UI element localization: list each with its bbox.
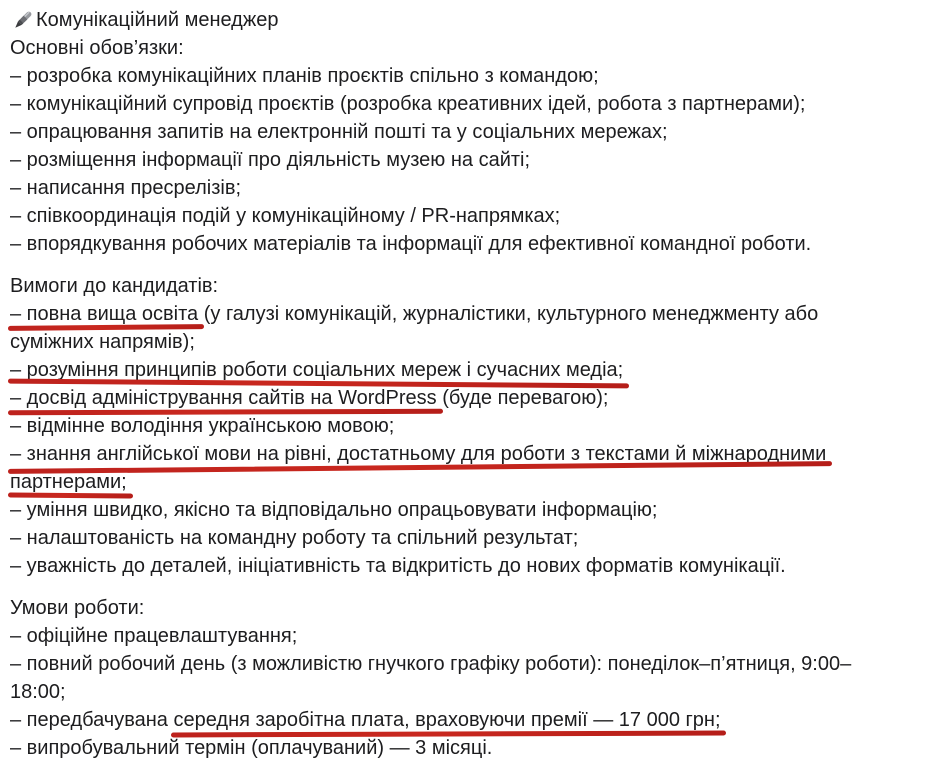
text-segment: – розробка комунікаційних планів проєктів спільно з командою;	[10, 65, 599, 87]
text-segment: – відмінне володіння українською мовою;	[10, 415, 395, 437]
text-line	[10, 118, 939, 146]
text-segment: – співкоординація подій у комунікаційному / PR-напрямках;	[10, 205, 561, 227]
page-title: Комунікаційний менеджер	[36, 8, 279, 31]
underlined-text: – повна вища освіта	[10, 303, 199, 325]
text-segment: (буде перевагою);	[436, 387, 609, 409]
text-line	[10, 300, 939, 328]
text-segment: 18:00;	[10, 681, 66, 703]
text-line	[10, 356, 939, 384]
underlined-text: партнерами;	[10, 471, 127, 493]
text-segment: – передбачувана	[10, 709, 174, 731]
section	[10, 594, 939, 762]
section-heading: Вимоги до кандидатів:	[10, 275, 219, 297]
text-segment: – впорядкування робочих матеріалів та інформації для ефективної командної роботи.	[10, 233, 812, 255]
text-line	[10, 706, 939, 734]
text-segment: – опрацювання запитів на електронній пошті та у соціальних мережах;	[10, 121, 668, 143]
text-line	[10, 650, 939, 678]
text-line	[10, 496, 939, 524]
text-segment: – офіційне працевлаштування;	[10, 625, 298, 647]
text-line	[10, 62, 939, 90]
text-segment: – випробувальний термін (оплачуваний) — 3 місяці.	[10, 737, 493, 759]
text-line	[10, 622, 939, 650]
text-segment: суміжних напрямів);	[10, 331, 195, 353]
text-segment: (у галузі комунікацій, журналістики, культурного менеджменту або	[198, 303, 819, 325]
text-line	[10, 524, 939, 552]
section-heading: Умови роботи:	[10, 597, 145, 619]
text-segment: – розміщення інформації про діяльність музею на сайті;	[10, 149, 531, 171]
text-line	[10, 734, 939, 762]
text-segment: – комунікаційний супровід проєктів (розробка креативних ідей, робота з партнерами);	[10, 93, 806, 115]
text-line	[10, 174, 939, 202]
text-line	[10, 146, 939, 174]
text-segment: – уважність до деталей, ініціативність та відкритість до нових форматів комунікації.	[10, 555, 786, 577]
section	[10, 34, 939, 258]
section	[10, 272, 939, 580]
text-line	[10, 230, 939, 258]
text-line	[10, 384, 939, 412]
text-line	[10, 678, 939, 706]
text-segment: – налаштованість на командну роботу та спільний результат;	[10, 527, 579, 549]
text-segment: – повний робочий день (з можливістю гнучкого графіку роботи): понеділок–п’ятниця, 9:00–	[10, 653, 852, 675]
sections	[10, 34, 939, 762]
text-line	[10, 552, 939, 580]
text-line	[10, 440, 939, 468]
underlined-text: середня заробітна плата, враховуючи премії — 17 000 грн;	[173, 709, 721, 731]
underlined-text: – досвід адміністрування сайтів на WordPress	[10, 387, 437, 409]
underlined-text: – знання англійської мови на рівні, достатньому для роботи з текстами й міжнародними	[10, 443, 827, 465]
text-line	[10, 412, 939, 440]
document-title-line	[10, 6, 939, 34]
text-line	[10, 202, 939, 230]
pen-icon	[10, 8, 35, 33]
text-line	[10, 90, 939, 118]
underlined-text: – розуміння принципів роботи соціальних мереж і сучасних медіа;	[10, 359, 624, 381]
section-heading: Основні обов’язки:	[10, 37, 184, 59]
text-segment: – уміння швидко, якісно та відповідально опрацьовувати інформацію;	[10, 499, 658, 521]
text-segment: – написання пресрелізів;	[10, 177, 242, 199]
text-line	[10, 328, 939, 356]
